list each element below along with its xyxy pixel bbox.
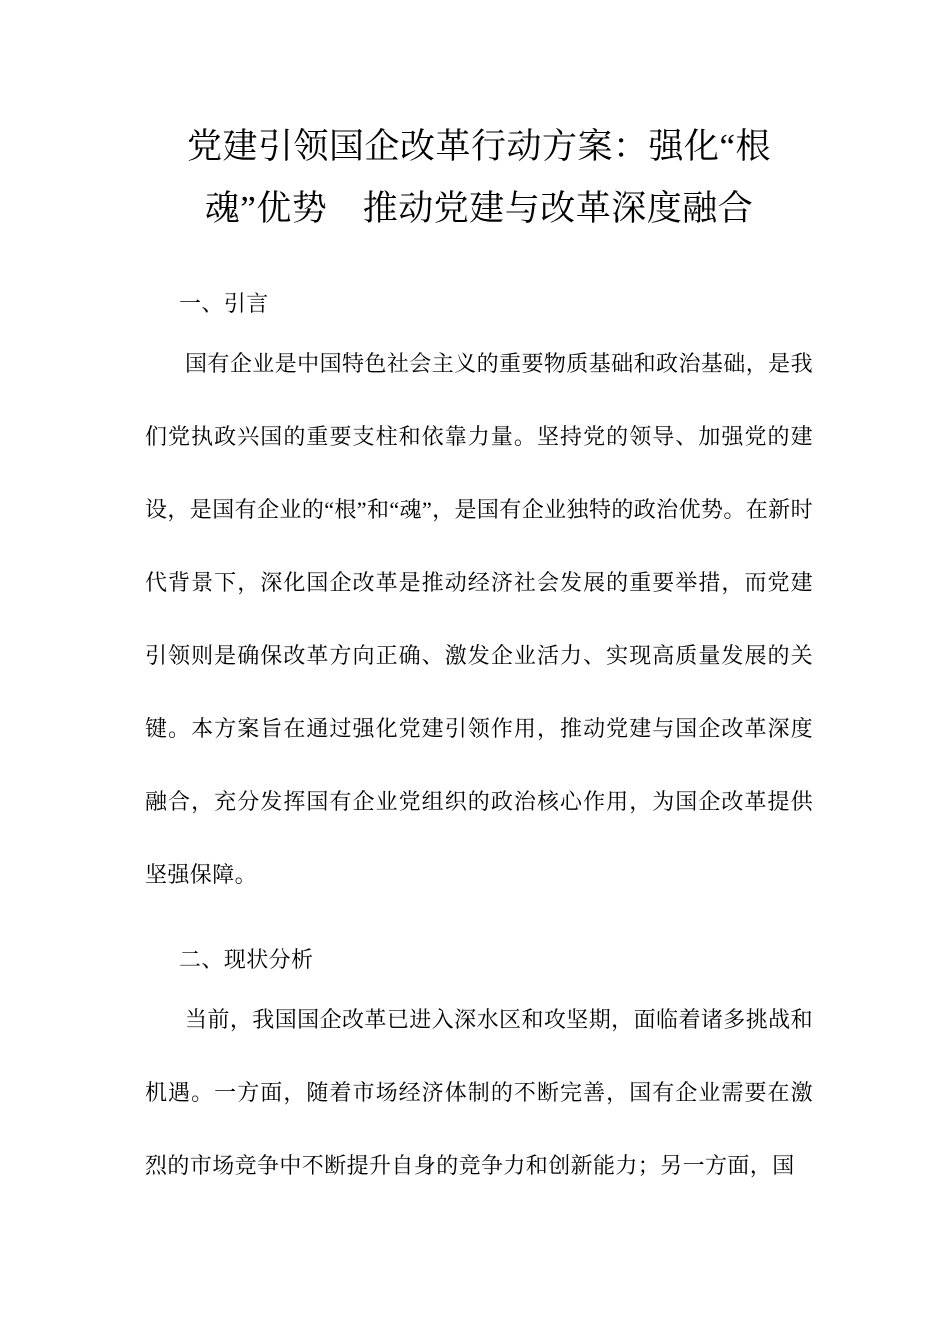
section-status-analysis: [145, 937, 813, 1202]
section-introduction: [145, 281, 813, 911]
document-title-line-2: 魂”优势 推动党建与改革深度融合: [204, 189, 754, 228]
document-title: [145, 116, 813, 240]
section-heading-introduction: 一、引言: [179, 291, 269, 316]
paragraph-status-analysis: 当前，我国国企改革已进入深水区和攻坚期，面临着诸多挑战和机遇。一方面，随着市场经济体制的不断完善，国有企业需要在激烈的市场竞争中不断提升自身的竞争力和创新能力；另一方面，国: [145, 1007, 813, 1178]
section-heading-status-analysis: 二、现状分析: [179, 947, 314, 972]
document-title-line-1: 党建引领国企改革行动方案：强化“根: [186, 127, 772, 166]
paragraph-introduction: 国有企业是中国特色社会主义的重要物质基础和政治基础，是我们党执政兴国的重要支柱和依靠力量。坚持党的领导、加强党的建设，是国有企业的“根”和“魂”，是国有企业独特的政治优势。在新时代背景下，深化国企改革是推动经济社会发展的重要举措，而党建引领则是确保改革方向正确、激发企业活力、实现高质量发展的关键。本方案旨在通过强化党建引领作用，推动党建与国企改革深度融合，充分发挥国有企业党组织的政治核心作用，为国企改革提供坚强保障。: [145, 351, 813, 887]
